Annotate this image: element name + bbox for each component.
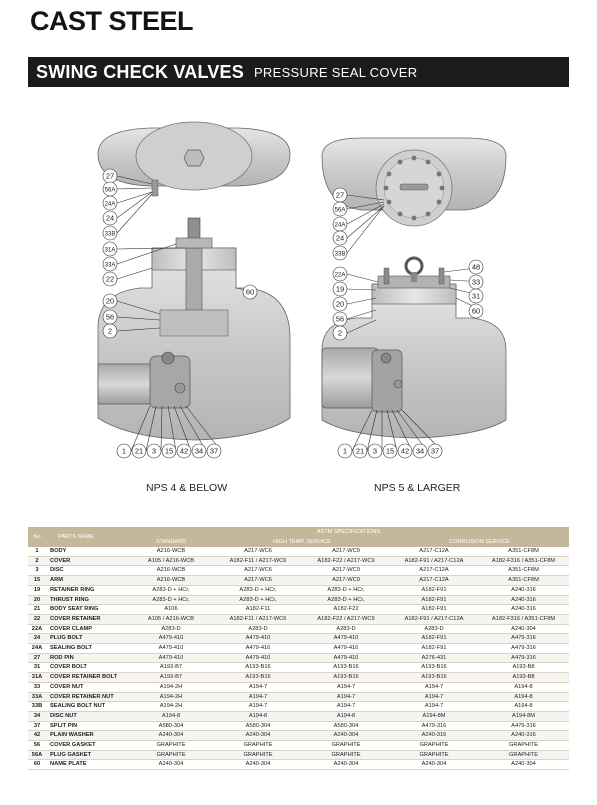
material-spec: A182-F91 <box>390 585 478 595</box>
table-row <box>28 760 569 770</box>
table-row <box>28 644 569 654</box>
callout-text: 22 <box>105 274 115 284</box>
table-row <box>28 576 569 586</box>
header-no: No <box>28 527 46 547</box>
callout-text: 33A <box>104 262 116 269</box>
part-name: COVER RETAINER NUT <box>46 692 128 702</box>
callout-text: 21 <box>355 446 365 456</box>
material-spec: A217-WC9 <box>302 547 390 556</box>
material-spec: A283-D + HCr, <box>214 585 302 595</box>
part-number: 3 <box>28 566 46 576</box>
header-high-temp: HIGH TEMP. SERVICE <box>214 537 390 547</box>
part-name: ARM <box>46 576 128 586</box>
part-name: NAME PLATE <box>46 760 128 770</box>
callout-text: 56 <box>335 314 345 324</box>
material-spec: A580-304 <box>214 721 302 731</box>
material-spec: A194-8 <box>128 711 214 721</box>
material-spec: A194-7 <box>390 702 478 712</box>
material-spec: A240-304 <box>214 731 302 741</box>
material-spec: A283-D <box>302 624 390 634</box>
material-spec: A182-F91 <box>390 605 478 615</box>
part-number: 24 <box>28 634 46 644</box>
table-row <box>28 547 569 556</box>
material-spec: A194-2H <box>128 702 214 712</box>
callout-text: 3 <box>151 446 157 456</box>
material-spec: A351-CF8M <box>478 576 569 586</box>
part-number: 31A <box>28 673 46 683</box>
material-spec: A479-410 <box>128 644 214 654</box>
material-spec: A479-410 <box>214 644 302 654</box>
callout-text: 24A <box>334 222 346 229</box>
material-spec: A194-7 <box>302 692 390 702</box>
callout-text: 42 <box>179 446 189 456</box>
callout-text: 2 <box>107 326 113 336</box>
material-spec: A193-B16 <box>302 673 390 683</box>
table-row <box>28 711 569 721</box>
material-spec: A217-WC6 <box>214 547 302 556</box>
material-spec: A479-410 <box>302 634 390 644</box>
callout-text: 22A <box>334 272 346 279</box>
material-spec: A194-8 <box>214 711 302 721</box>
part-name: SEALING BOLT NUT <box>46 702 128 712</box>
material-spec: A182-F11 / A217-WC6 <box>214 614 302 624</box>
material-spec: A479-316 <box>478 634 569 644</box>
material-spec: A106 <box>128 605 214 615</box>
material-spec: A479-410 <box>302 653 390 663</box>
material-spec: A240-304 <box>478 760 569 770</box>
material-spec: A240-304 <box>390 760 478 770</box>
material-spec: A193-B16 <box>302 663 390 673</box>
callout-bubble <box>333 267 378 282</box>
callout-text: 33B <box>104 231 116 238</box>
part-number: 22A <box>28 624 46 634</box>
part-number: 2 <box>28 556 46 566</box>
material-spec: A217-C12A <box>390 576 478 586</box>
callout-text: 24 <box>105 213 115 223</box>
material-spec: A193-B16 <box>390 673 478 683</box>
callout-text: 15 <box>385 446 395 456</box>
table-row <box>28 702 569 712</box>
part-name: COVER GASKET <box>46 741 128 751</box>
material-spec: A351-CF8M <box>478 566 569 576</box>
table-row <box>28 663 569 673</box>
part-number: 21 <box>28 605 46 615</box>
material-spec: A240-316 <box>390 731 478 741</box>
material-spec: A182-F91 <box>390 644 478 654</box>
material-spec: A479-410 <box>128 653 214 663</box>
table-row <box>28 731 569 741</box>
callout-text: 21 <box>134 446 144 456</box>
table-row <box>28 721 569 731</box>
material-spec: A479-410 <box>128 634 214 644</box>
part-number: 15 <box>28 576 46 586</box>
material-spec: A479-410 <box>302 644 390 654</box>
right-drawing-caption: NPS 5 & LARGER <box>374 482 461 494</box>
callout-text: 37 <box>430 446 440 456</box>
parts-table-container <box>28 527 569 770</box>
part-number: 31 <box>28 663 46 673</box>
material-spec: A194-7 <box>390 682 478 692</box>
parts-table-body <box>28 547 569 770</box>
material-spec: A194-2H <box>128 682 214 692</box>
callout-text: 24 <box>335 233 345 243</box>
callout-bubble <box>333 297 376 311</box>
part-name: BODY SEAT RING <box>46 605 128 615</box>
part-number: 24A <box>28 644 46 654</box>
table-row <box>28 624 569 634</box>
table-row <box>28 595 569 605</box>
material-spec: A194-7 <box>214 702 302 712</box>
part-name: PLUG GASKET <box>46 750 128 760</box>
material-spec: A105 / A216-WCB <box>128 614 214 624</box>
material-spec: GRAPHITE <box>128 750 214 760</box>
material-spec: A240-304 <box>128 760 214 770</box>
material-spec: A479-410 <box>214 653 302 663</box>
part-name: COVER NUT <box>46 682 128 692</box>
part-name: COVER CLAMP <box>46 624 128 634</box>
material-spec: A240-304 <box>214 760 302 770</box>
part-number: 56 <box>28 741 46 751</box>
material-spec: A193-B7 <box>128 663 214 673</box>
material-spec: A276-431 <box>390 653 478 663</box>
material-spec: A283-D + HCr, <box>214 595 302 605</box>
material-spec: A240-304 <box>128 731 214 741</box>
callout-text: 56A <box>104 187 116 194</box>
material-spec: A194-8M <box>478 711 569 721</box>
material-spec: A216-WCB <box>128 576 214 586</box>
part-name: ROD PIN <box>46 653 128 663</box>
callout-text: 27 <box>335 190 345 200</box>
material-spec: GRAPHITE <box>214 750 302 760</box>
material-spec: A283-D + HCr, <box>302 585 390 595</box>
material-spec: A283-D + HCr, <box>302 595 390 605</box>
callout-text: 1 <box>121 446 127 456</box>
callout-text: 20 <box>335 299 345 309</box>
part-number: 20 <box>28 595 46 605</box>
material-spec: A216-WCB <box>128 566 214 576</box>
table-row <box>28 556 569 566</box>
part-number: 33B <box>28 702 46 712</box>
material-spec: A216-WCB <box>128 547 214 556</box>
table-row <box>28 585 569 595</box>
material-spec: A580-304 <box>128 721 214 731</box>
material-spec: A182-F316 / A351-CF8M <box>478 556 569 566</box>
material-spec: A240-316 <box>478 595 569 605</box>
material-spec: A194-8 <box>478 702 569 712</box>
part-name: PLUG BOLT <box>46 634 128 644</box>
callout-text: 42 <box>400 446 410 456</box>
left-top-view <box>98 122 290 196</box>
material-spec: A182-F316 / A351-CF8M <box>478 614 569 624</box>
callout-text: 27 <box>105 171 115 181</box>
header-astm: ASTM SPECIFICATIONS <box>128 527 569 537</box>
material-spec: A182-F11 / A217-WC6 <box>214 556 302 566</box>
section-banner <box>28 57 569 87</box>
material-spec: A182-F22 / A217-WC9 <box>302 614 390 624</box>
part-name: PLAIN WASHER <box>46 731 128 741</box>
left-section-view <box>98 218 290 440</box>
material-spec: A182-F91 <box>390 595 478 605</box>
part-name: THRUST RING <box>46 595 128 605</box>
material-spec: A240-304 <box>478 624 569 634</box>
material-spec: A182-F91 / A217-C12A <box>390 614 478 624</box>
callout-text: 60 <box>245 287 255 297</box>
callout-text: 24A <box>104 201 116 208</box>
material-spec: A240-304 <box>302 760 390 770</box>
part-name: COVER RETAINER BOLT <box>46 673 128 683</box>
part-number: 37 <box>28 721 46 731</box>
header-parts-name: PARTS NAME <box>46 527 128 547</box>
material-spec: A479-316 <box>478 644 569 654</box>
part-name: COVER RETAINER <box>46 614 128 624</box>
page-title: CAST STEEL <box>30 6 194 36</box>
material-spec: A217-WC9 <box>302 576 390 586</box>
material-spec: A283-D + HCr, <box>128 595 214 605</box>
material-spec: A105 / A216-WCB <box>128 556 214 566</box>
material-spec: A194-7 <box>302 682 390 692</box>
material-spec: A193-B7 <box>128 673 214 683</box>
header-corrosion: CORROSION SERVICE <box>390 537 569 547</box>
material-spec: GRAPHITE <box>128 741 214 751</box>
material-spec: A193-B16 <box>214 673 302 683</box>
left-drawing-caption: NPS 4 & BELOW <box>146 482 228 494</box>
part-name: SEALING BOLT <box>46 644 128 654</box>
part-number: 27 <box>28 653 46 663</box>
material-spec: GRAPHITE <box>478 741 569 751</box>
material-spec: A580-304 <box>302 721 390 731</box>
callout-text: 33B <box>334 251 346 258</box>
part-name: SPLIT PIN <box>46 721 128 731</box>
material-spec: GRAPHITE <box>390 741 478 751</box>
part-number: 22 <box>28 614 46 624</box>
table-row <box>28 750 569 760</box>
material-spec: A240-304 <box>302 731 390 741</box>
material-spec: A182-F11 <box>214 605 302 615</box>
callout-text: 1 <box>342 446 348 456</box>
table-row <box>28 682 569 692</box>
callout-bubble <box>444 260 483 274</box>
part-name: COVER <box>46 556 128 566</box>
material-spec: A351-CF8M <box>478 547 569 556</box>
callout-text: 56A <box>334 207 346 214</box>
callout-text: 33 <box>471 277 481 287</box>
callout-text: 20 <box>105 296 115 306</box>
material-spec: A217-C12A <box>390 547 478 556</box>
material-spec: GRAPHITE <box>478 750 569 760</box>
banner-title: SWING CHECK VALVES <box>36 61 244 82</box>
material-spec: A240-316 <box>478 731 569 741</box>
callout-text: 60 <box>471 306 481 316</box>
material-spec: A193-B8 <box>478 673 569 683</box>
header-standard: STANDARD <box>128 537 214 547</box>
table-row <box>28 605 569 615</box>
material-spec: A479-316 <box>390 721 478 731</box>
table-row <box>28 614 569 624</box>
material-spec: A479-410 <box>214 634 302 644</box>
table-row <box>28 673 569 683</box>
material-spec: A479-316 <box>478 721 569 731</box>
material-spec: GRAPHITE <box>302 741 390 751</box>
material-spec: A283-D <box>128 624 214 634</box>
material-spec: A194-7 <box>302 702 390 712</box>
callout-text: 37 <box>209 446 219 456</box>
table-row <box>28 653 569 663</box>
table-row <box>28 741 569 751</box>
part-number: 42 <box>28 731 46 741</box>
material-spec: A283-D <box>390 624 478 634</box>
material-spec: A182-F22 / A217-WC9 <box>302 556 390 566</box>
material-spec: A194-7 <box>390 692 478 702</box>
material-spec: A217-WC9 <box>302 566 390 576</box>
callout-text: 2 <box>337 328 343 338</box>
parts-specification-table <box>28 527 569 770</box>
material-spec: A182-F22 <box>302 605 390 615</box>
material-spec: A217-WC6 <box>214 566 302 576</box>
part-number: 56A <box>28 750 46 760</box>
callout-text: 19 <box>335 284 345 294</box>
material-spec: A194-8 <box>302 711 390 721</box>
material-spec: A194-2H <box>128 692 214 702</box>
material-spec: A479-316 <box>478 653 569 663</box>
part-name: COVER BOLT <box>46 663 128 673</box>
material-spec: A182-F91 / A217-C12A <box>390 556 478 566</box>
material-spec: A193-B8 <box>478 663 569 673</box>
part-number: 33 <box>28 682 46 692</box>
material-spec: A217-WC6 <box>214 576 302 586</box>
material-spec: A283-D + HCr, <box>128 585 214 595</box>
part-name: BODY <box>46 547 128 556</box>
material-spec: A217-C12A <box>390 566 478 576</box>
part-number: 34 <box>28 711 46 721</box>
material-spec: A194-8 <box>478 682 569 692</box>
material-spec: A240-316 <box>478 605 569 615</box>
part-number: 33A <box>28 692 46 702</box>
callout-text: 34 <box>194 446 204 456</box>
callout-text: 34 <box>415 446 425 456</box>
callout-text: 3 <box>372 446 378 456</box>
material-spec: A194-7 <box>214 692 302 702</box>
material-spec: A194-7 <box>214 682 302 692</box>
material-spec: GRAPHITE <box>302 750 390 760</box>
material-spec: A283-D <box>214 624 302 634</box>
part-number: 1 <box>28 547 46 556</box>
material-spec: GRAPHITE <box>390 750 478 760</box>
material-spec: A194-8 <box>478 692 569 702</box>
material-spec: A193-B16 <box>214 663 302 673</box>
callout-text: 48 <box>471 262 481 272</box>
valve-drawings <box>0 88 597 508</box>
table-row <box>28 634 569 644</box>
part-number: 60 <box>28 760 46 770</box>
banner-subtitle: PRESSURE SEAL COVER <box>253 64 418 80</box>
part-number: 19 <box>28 585 46 595</box>
material-spec: A194-8M <box>390 711 478 721</box>
part-name: DISC <box>46 566 128 576</box>
table-row <box>28 692 569 702</box>
material-spec: A193-B16 <box>390 663 478 673</box>
material-spec: A182-F91 <box>390 634 478 644</box>
callout-text: 31 <box>471 291 481 301</box>
material-spec: A240-316 <box>478 585 569 595</box>
callout-bubble <box>333 282 376 296</box>
right-top-view <box>322 138 506 226</box>
material-spec: GRAPHITE <box>214 741 302 751</box>
callout-text: 56 <box>105 312 115 322</box>
part-name: RETAINER RING <box>46 585 128 595</box>
callout-text: 15 <box>164 446 174 456</box>
callout-text: 31A <box>104 247 116 254</box>
part-name: DISC NUT <box>46 711 128 721</box>
table-row <box>28 566 569 576</box>
